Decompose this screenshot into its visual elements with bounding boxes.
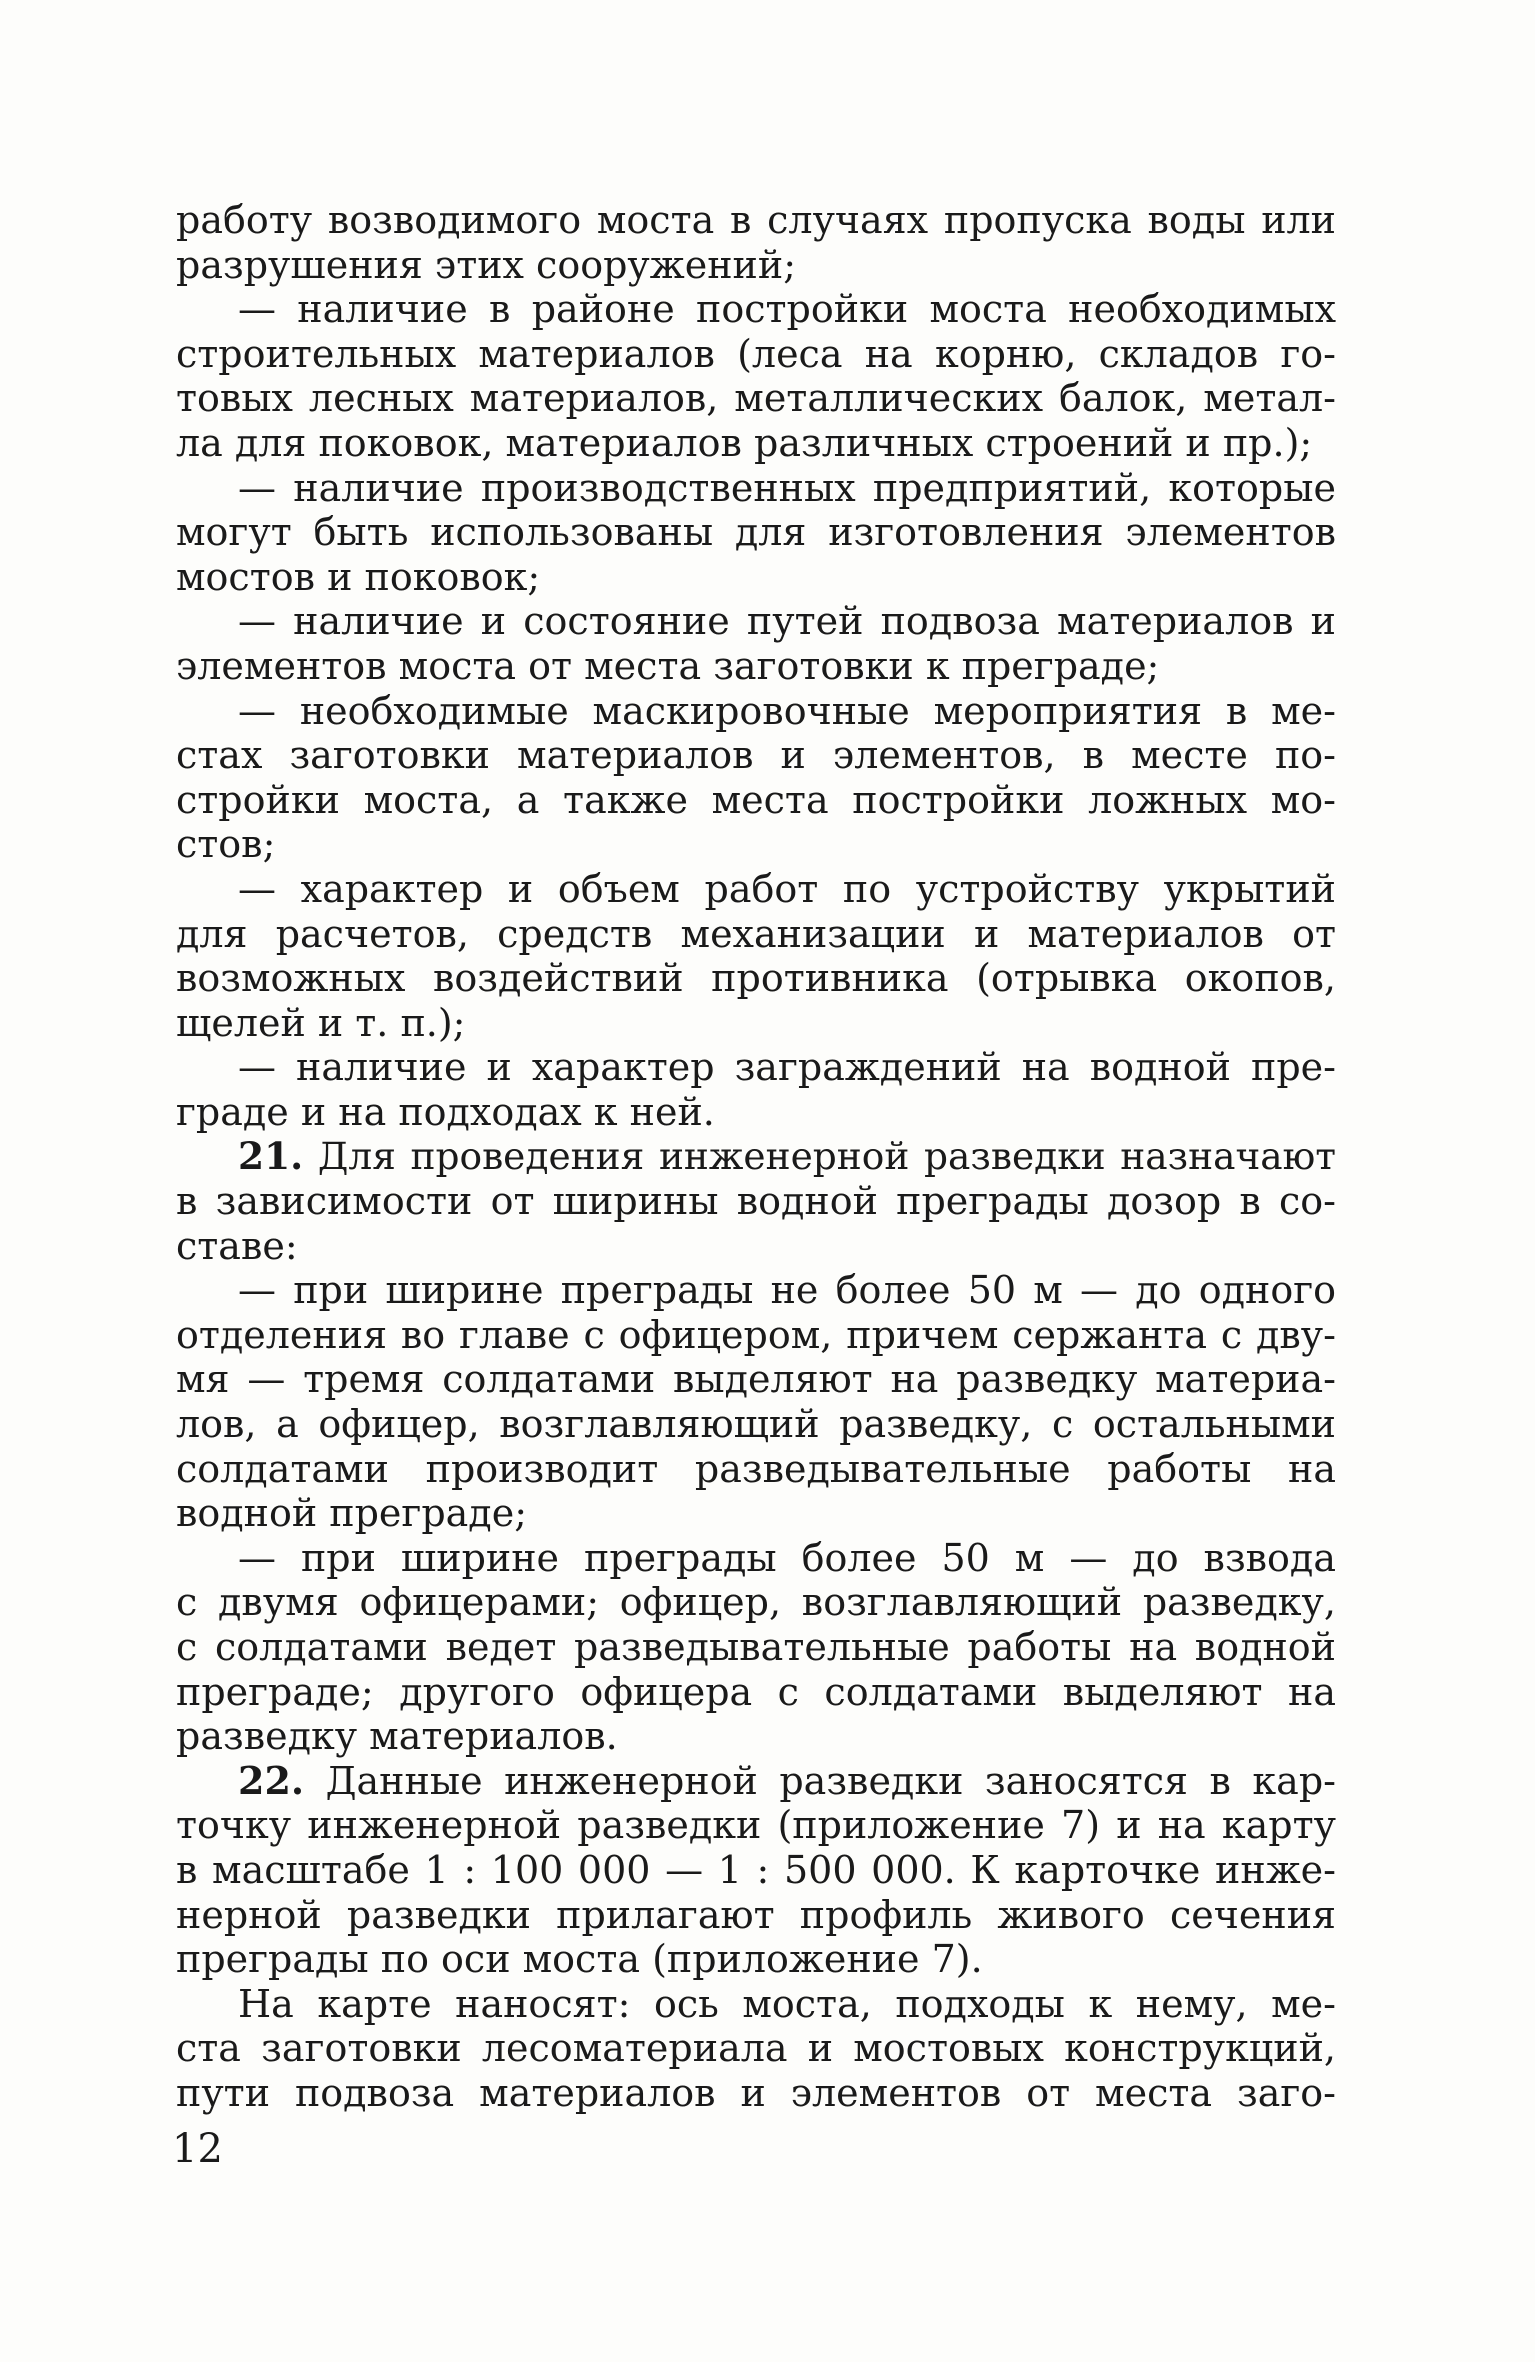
text-line — [176, 733, 1336, 778]
text-line — [176, 1357, 1336, 1402]
text-line — [176, 1625, 1336, 1670]
text-line — [176, 912, 1336, 957]
text-line — [176, 1179, 1336, 1224]
text-line — [176, 466, 1336, 511]
paragraph-number: 22. — [238, 1757, 305, 1803]
line-text: щелей и т. п.); — [176, 1000, 466, 1045]
text-line — [176, 555, 1336, 600]
text-line — [176, 1982, 1336, 2027]
line-text: граде и на подходах к ней. — [176, 1089, 715, 1134]
line-text: в масштабе 1 : 100 000 — 1 : 500 000. К карточке инже- — [176, 1847, 1336, 1892]
text-line — [176, 287, 1336, 332]
line-text: — наличие в районе постройки моста необходимых — [238, 287, 1336, 332]
line-text: стах заготовки материалов и элементов, в месте по- — [176, 733, 1336, 778]
line-text: работу возводимого моста в случаях пропуска воды или — [176, 198, 1336, 242]
text-line — [176, 1224, 1336, 1269]
line-text: На карте наносят: ось моста, подходы к нему, ме- — [238, 1981, 1336, 2026]
paragraph-number: 21. — [238, 1134, 304, 1179]
line-text: ставе: — [176, 1223, 298, 1268]
line-text: ста заготовки лесоматериала и мостовых конструкций, — [176, 2026, 1336, 2071]
text-line — [176, 1134, 1336, 1179]
line-text: преграде; другого офицера с солдатами выделяют на — [176, 1669, 1336, 1714]
line-text: — наличие и состояние путей подвоза материалов и — [238, 599, 1336, 644]
line-text: точку инженерной разведки (приложение 7) и на карту — [176, 1803, 1336, 1848]
text-line — [176, 1893, 1336, 1938]
body-text — [176, 198, 1336, 2116]
text-line — [176, 1447, 1336, 1492]
line-text: — наличие и характер заграждений на водной пре- — [238, 1045, 1336, 1090]
line-text: стов; — [176, 822, 276, 867]
line-text: с солдатами ведет разведывательные работы на водной — [176, 1625, 1336, 1669]
text-line — [176, 1714, 1336, 1759]
text-line — [176, 1670, 1336, 1715]
line-text: — наличие производственных предприятий, которые — [238, 465, 1336, 510]
line-text: преграды по оси моста (приложение 7). — [176, 1937, 983, 1982]
text-line — [176, 867, 1336, 912]
line-text: мя — тремя солдатами выделяют на разведку материа- — [176, 1357, 1336, 1402]
text-line — [176, 2026, 1336, 2071]
line-text: элементов моста от места заготовки к преграде; — [176, 643, 1160, 688]
text-line — [176, 332, 1336, 377]
text-line — [176, 1803, 1336, 1848]
text-line — [176, 1090, 1336, 1135]
text-line — [176, 822, 1336, 867]
line-text: разведку материалов. — [176, 1714, 618, 1759]
text-line — [176, 1759, 1336, 1804]
text-line — [176, 599, 1336, 644]
text-line — [176, 198, 1336, 243]
line-text: — характер и объем работ по устройству укрытий — [238, 866, 1336, 911]
line-text: могут быть использованы для изготовления элементов — [176, 510, 1336, 555]
line-text: Для проведения инженерной разведки назначают — [303, 1134, 1336, 1179]
line-text: нерной разведки прилагают профиль живого сечения — [176, 1892, 1336, 1937]
text-line — [176, 1937, 1336, 1982]
line-text: — при ширине преграды не более 50 м — до одного — [238, 1268, 1336, 1313]
line-text: водной преграде; — [176, 1491, 527, 1536]
line-text: — при ширине преграды более 50 м — до взвода — [238, 1535, 1336, 1580]
line-text: отделения во главе с офицером, причем сержанта с дву- — [176, 1312, 1336, 1357]
line-text: стройки моста, а также места постройки ложных мо- — [176, 777, 1336, 822]
text-line — [176, 1536, 1336, 1581]
line-text: с двумя офицерами; офицер, возглавляющий разведку, — [176, 1580, 1336, 1625]
line-text: Данные инженерной разведки заносятся в кар- — [304, 1758, 1336, 1803]
line-text: — необходимые маскировочные мероприятия в ме- — [238, 688, 1336, 733]
text-line — [176, 421, 1336, 466]
text-line — [176, 376, 1336, 421]
page-number: 12 — [172, 2126, 223, 2172]
text-line — [176, 1268, 1336, 1313]
text-line — [176, 778, 1336, 823]
line-text: строительных материалов (леса на корню, складов го- — [176, 331, 1336, 376]
text-line — [176, 510, 1336, 555]
line-text: пути подвоза материалов и элементов от места заго- — [176, 2070, 1336, 2115]
line-text: мостов и поковок; — [176, 554, 541, 599]
text-line — [176, 1848, 1336, 1893]
line-text: солдатами производит разведывательные работы на — [176, 1446, 1336, 1491]
text-line — [176, 2071, 1336, 2116]
text-line — [176, 1402, 1336, 1447]
line-text: ла для поковок, материалов различных строений и пр.); — [176, 420, 1313, 465]
text-line — [176, 956, 1336, 1001]
text-line — [176, 689, 1336, 734]
line-text: лов, а офицер, возглавляющий разведку, с остальными — [176, 1402, 1336, 1447]
text-line — [176, 1491, 1336, 1536]
text-line — [176, 1580, 1336, 1625]
text-line — [176, 243, 1336, 288]
line-text: в зависимости от ширины водной преграды дозор в со- — [176, 1179, 1336, 1224]
text-line — [176, 1313, 1336, 1358]
text-line — [176, 644, 1336, 689]
text-line — [176, 1001, 1336, 1046]
line-text: для расчетов, средств механизации и материалов от — [176, 911, 1336, 956]
text-line — [176, 1045, 1336, 1090]
line-text: разрушения этих сооружений; — [176, 242, 797, 287]
line-text: возможных воздействий противника (отрывка окопов, — [176, 956, 1336, 1001]
line-text: товых лесных материалов, металлических балок, метал- — [176, 376, 1336, 421]
